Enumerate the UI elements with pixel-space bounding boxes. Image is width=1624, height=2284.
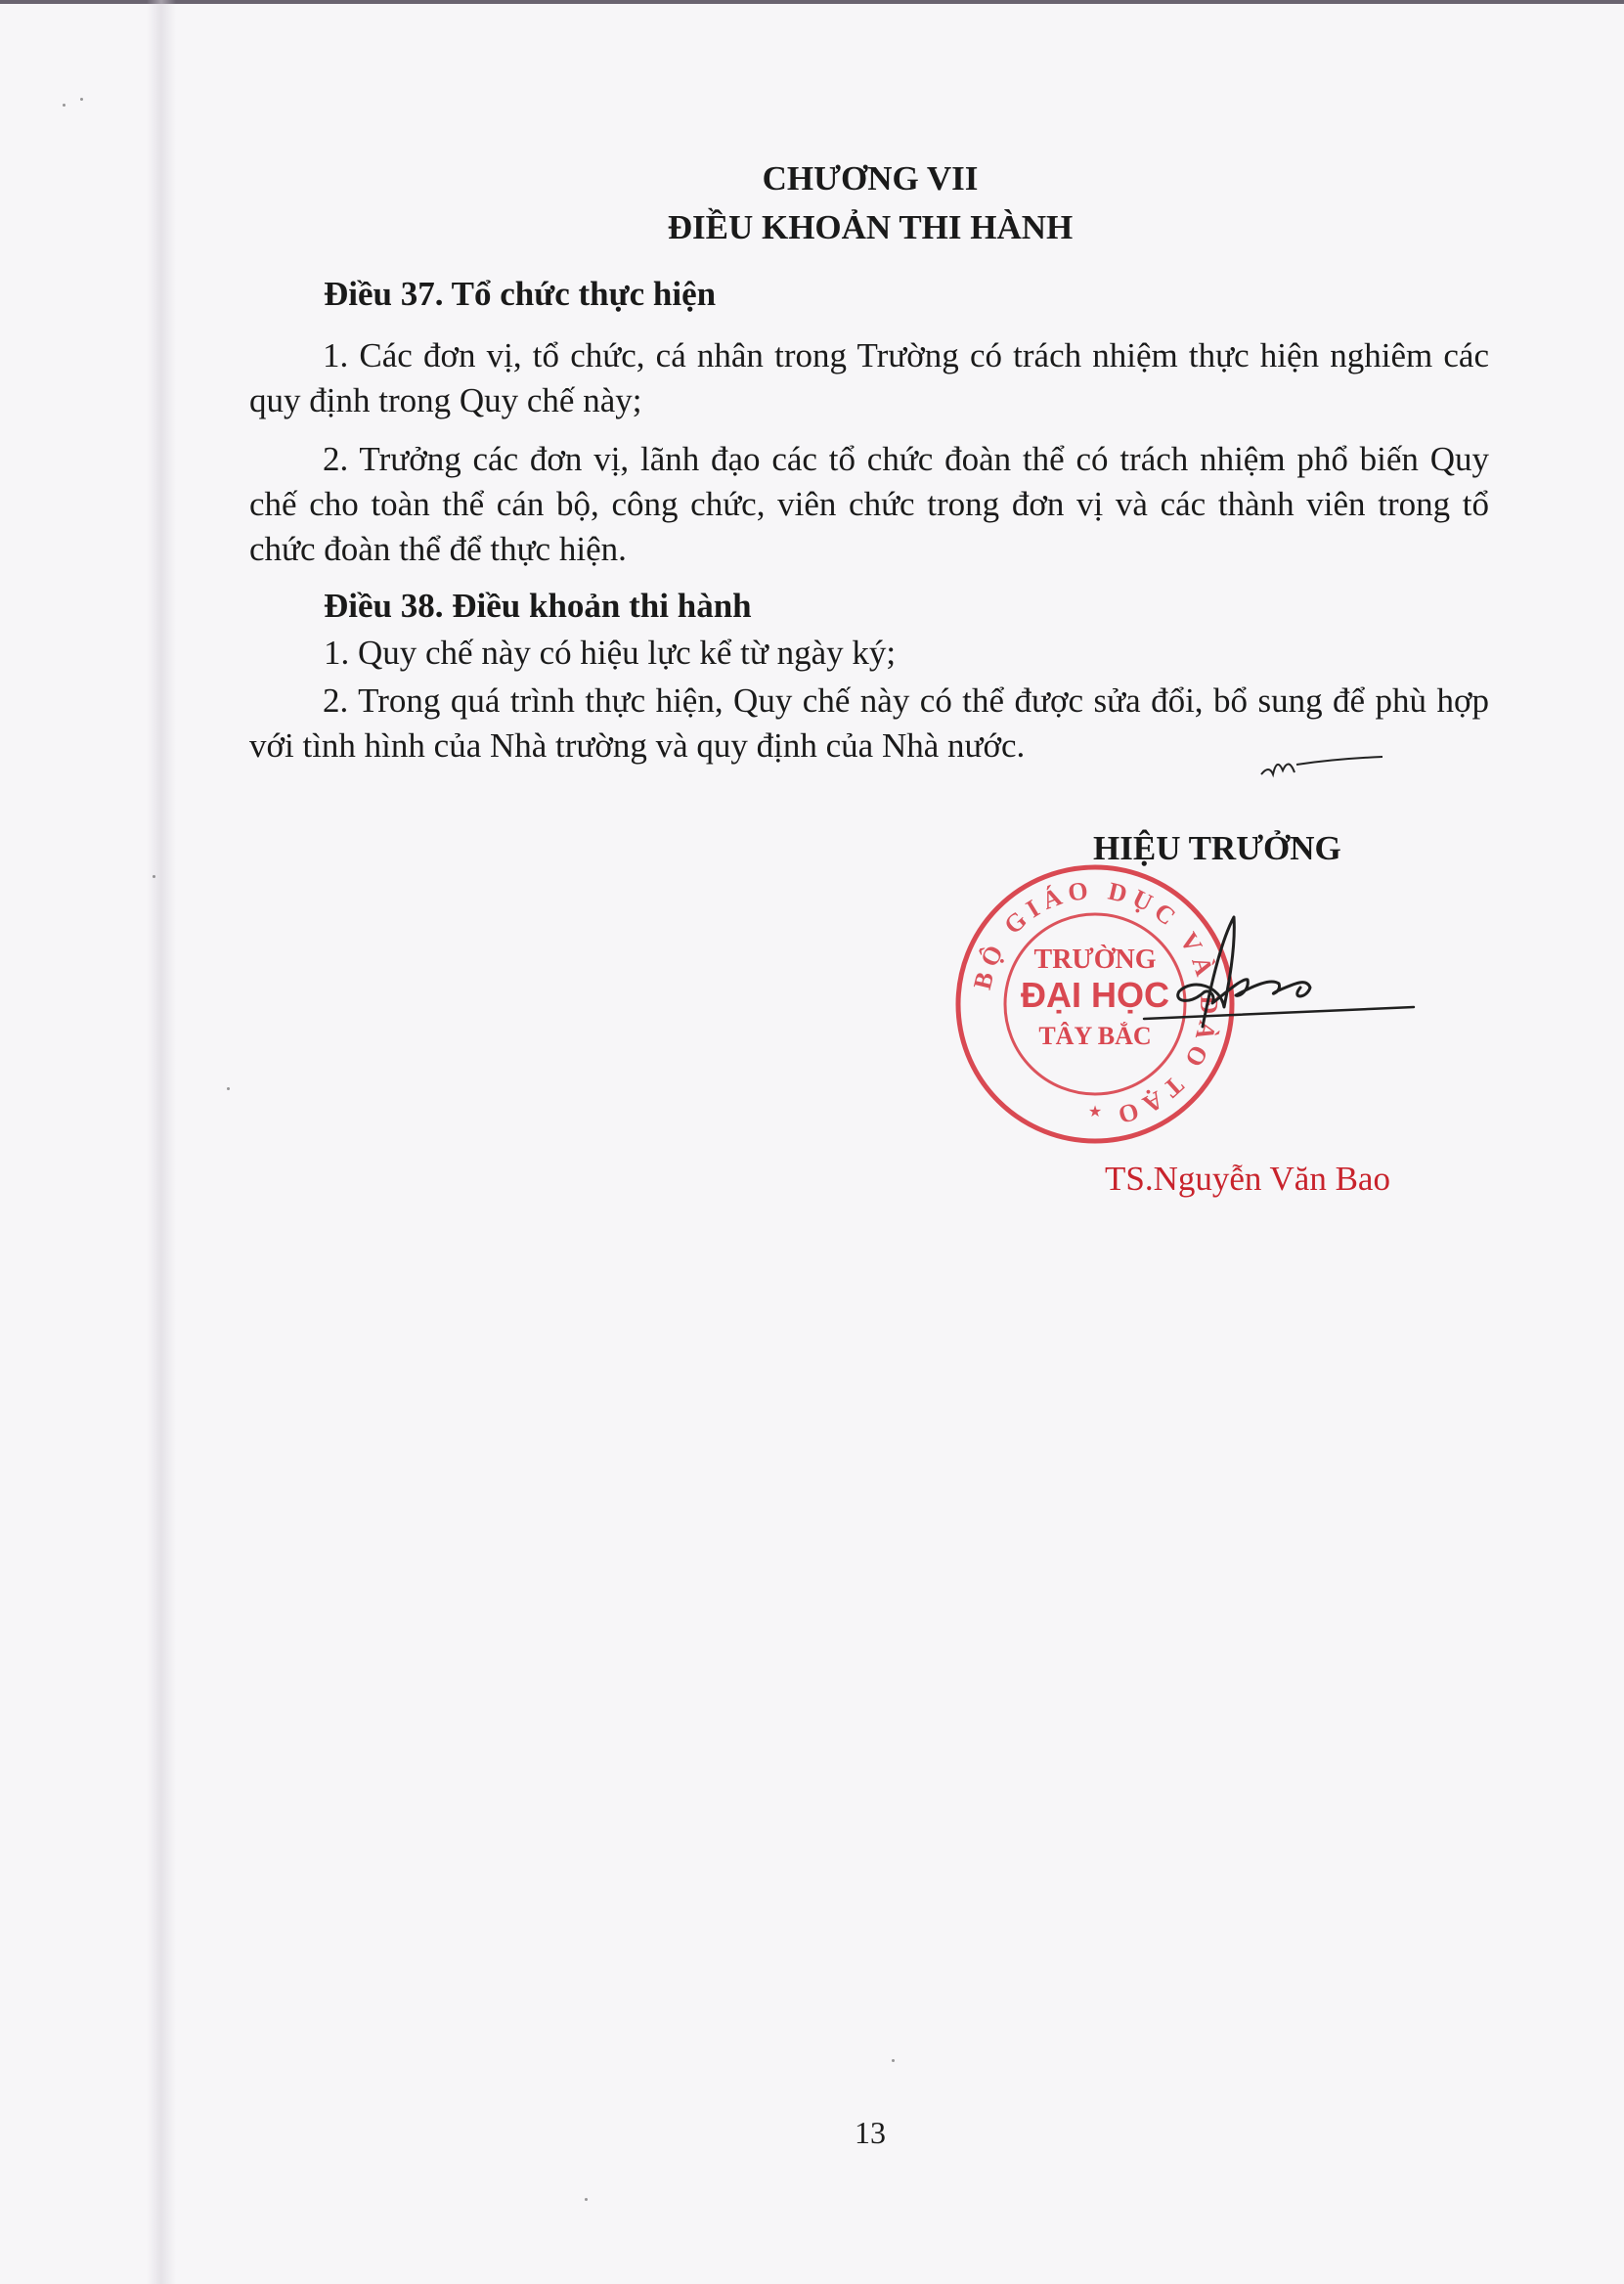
article-38-heading: Điều 38. Điều khoản thi hành <box>324 587 752 625</box>
handwritten-signature <box>1134 909 1418 1046</box>
page-number: 13 <box>855 2115 886 2150</box>
scan-speck <box>63 104 66 107</box>
scan-speck <box>585 2198 588 2201</box>
seal-star-icon: ★ <box>1087 1104 1103 1120</box>
seal-line-3: TÂY BẮC <box>1038 1022 1152 1050</box>
chapter-number: CHƯƠNG VII <box>762 159 979 198</box>
scan-speck <box>892 2059 895 2062</box>
initials-mark <box>1253 747 1385 786</box>
seal-outer-text: BỘ GIÁO DỤC VÀ ĐÀO TẠO <box>967 875 1224 1131</box>
article-38-item-1: 1. Quy chế này có hiệu lực kể từ ngày ký; <box>324 634 897 672</box>
article-38-item-2: 2. Trong quá trình thực hiện, Quy chế này có thể được sửa đổi, bổ sung để phù hợp với tình hình của Nhà trường và quy định của Nhà nước. <box>249 681 1489 765</box>
article-37-item-1: 1. Các đơn vị, tổ chức, cá nhân trong Trường có trách nhiệm thực hiện nghiêm các quy định trong Quy chế này; <box>249 336 1489 419</box>
chapter-title: ĐIỀU KHOẢN THI HÀNH <box>667 208 1074 246</box>
seal-line-1: TRƯỜNG <box>1033 944 1157 975</box>
scan-speck <box>80 98 83 101</box>
signer-title: HIỆU TRƯỞNG <box>1093 829 1341 867</box>
signer-name: TS.Nguyễn Văn Bao <box>1105 1160 1390 1198</box>
binding-shadow <box>147 0 176 2284</box>
seal-line-2: ĐẠI HỌC <box>1021 975 1169 1015</box>
article-37-item-2: 2. Trưởng các đơn vị, lãnh đạo các tổ chức đoàn thể có trách nhiệm phổ biến Quy chế cho toàn thể cán bộ, công chức, viên chức trong đơn vị và các thành viên trong tổ chức đoàn thể để thực hiện. <box>249 440 1489 568</box>
page-top-edge <box>0 0 1624 4</box>
scan-speck <box>227 1087 230 1090</box>
article-37-heading: Điều 37. Tổ chức thực hiện <box>324 275 717 313</box>
scan-speck <box>153 875 155 878</box>
